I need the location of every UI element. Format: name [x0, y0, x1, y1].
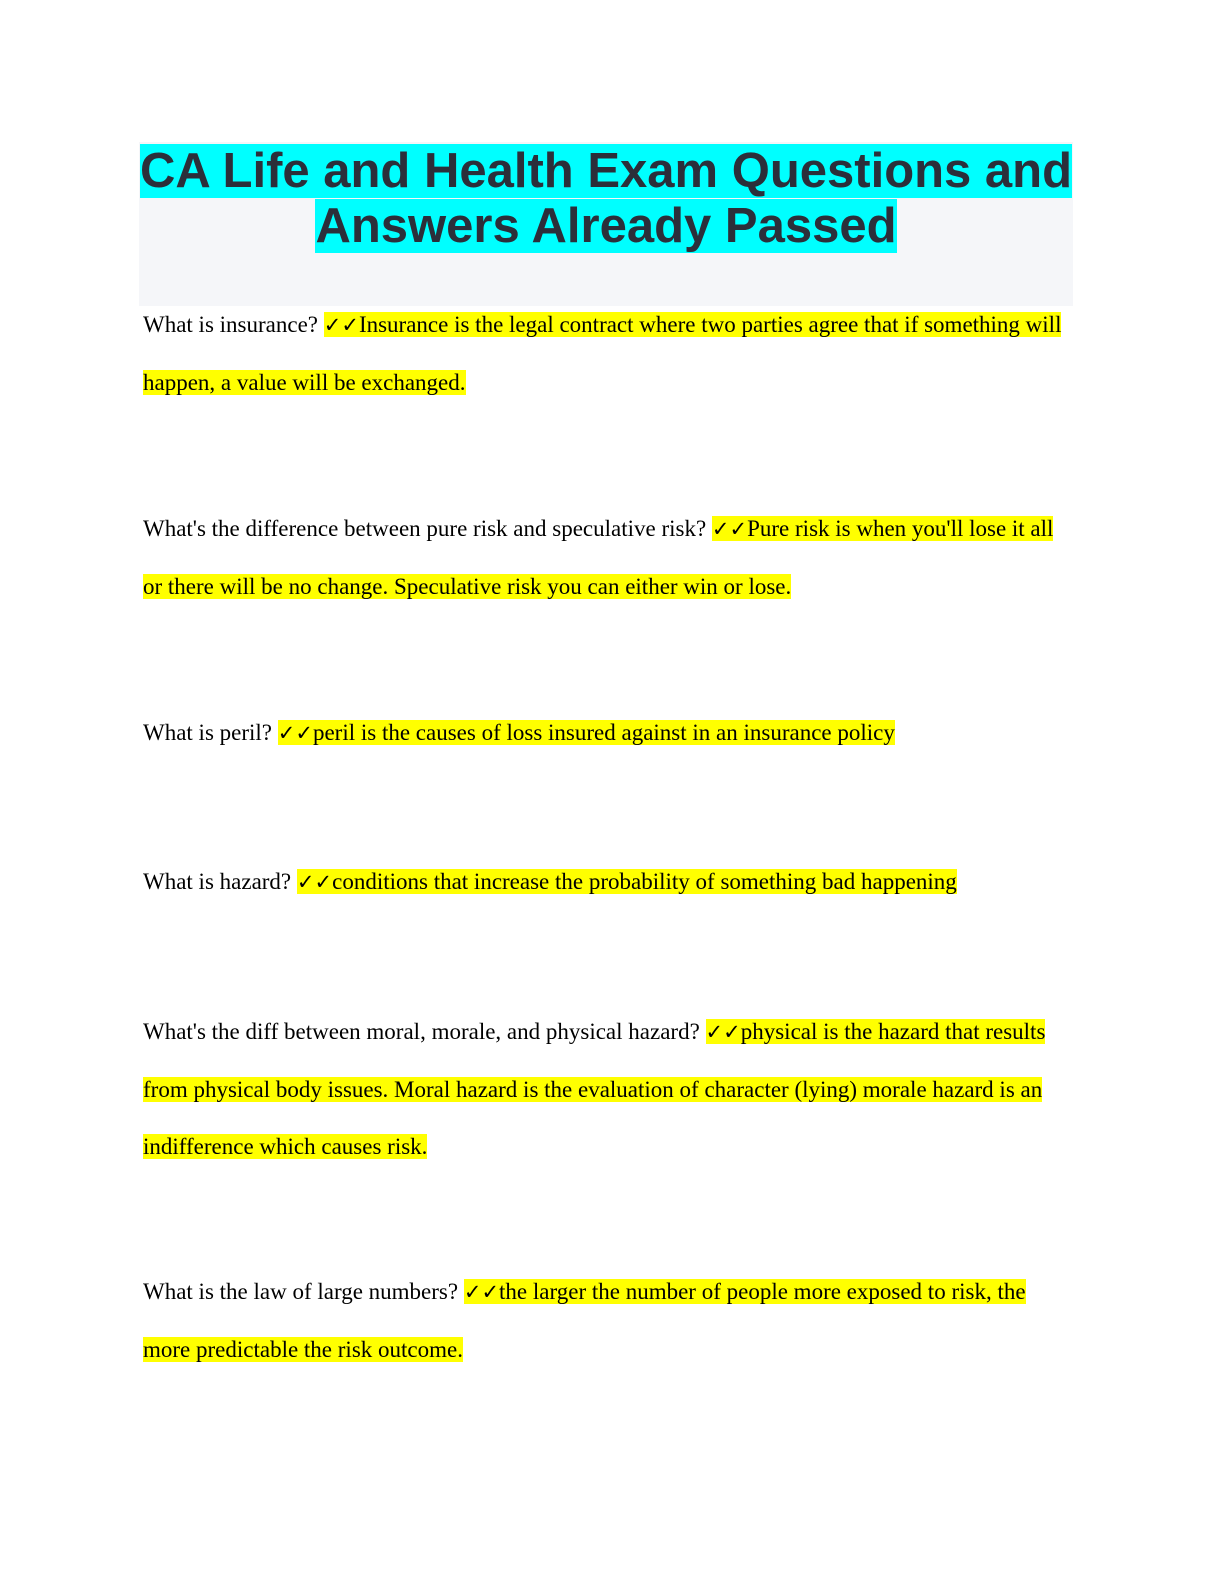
double-check-icon: ✓✓ — [296, 870, 333, 894]
answer-text: conditions that increase the probability of something bad happening — [332, 869, 957, 894]
qa-item-peril — [143, 704, 1073, 762]
answer-text: peril is the causes of loss insured against in an insurance policy — [312, 720, 895, 745]
double-check-icon: ✓✓ — [463, 1280, 500, 1304]
title-line-1: CA Life and Health Exam Questions and — [139, 144, 1073, 198]
double-check-icon: ✓✓ — [323, 313, 359, 337]
title-line-2: Answers Already Passed — [315, 199, 897, 253]
qa-item-moral-morale-physical-hazard — [143, 1003, 1073, 1175]
question-text: What's the difference between pure risk and speculative risk? — [143, 516, 712, 541]
question-text: What's the diff between moral, morale, and physical hazard? — [143, 1019, 706, 1044]
qa-item-hazard — [143, 853, 1073, 911]
answer-text: Insurance is the legal contract where two parties agree that if something will happen, a value will be exchanged. — [143, 312, 1062, 395]
answer-text: physical is the hazard that results from physical body issues. Moral hazard is the evaluation of character (lying) morale hazard is an indifference which causes risk. — [143, 1019, 1046, 1159]
question-text: What is peril? — [143, 720, 278, 745]
document-title — [139, 144, 1073, 254]
double-check-icon: ✓✓ — [711, 517, 748, 541]
answer-text: the larger the number of people more exposed to risk, the more predictable the risk outcome. — [143, 1279, 1026, 1362]
question-text: What is the law of large numbers? — [143, 1279, 464, 1304]
qa-item-pure-vs-speculative-risk — [143, 500, 1073, 616]
answer-text: Pure risk is when you'll lose it all or there will be no change. Speculative risk you can either win or lose. — [143, 516, 1054, 599]
question-text: What is insurance? — [143, 312, 324, 337]
question-text: What is hazard? — [143, 869, 297, 894]
qa-item-law-of-large-numbers — [143, 1263, 1073, 1379]
double-check-icon: ✓✓ — [705, 1020, 741, 1044]
qa-item-insurance — [143, 296, 1073, 412]
double-check-icon: ✓✓ — [277, 721, 313, 745]
